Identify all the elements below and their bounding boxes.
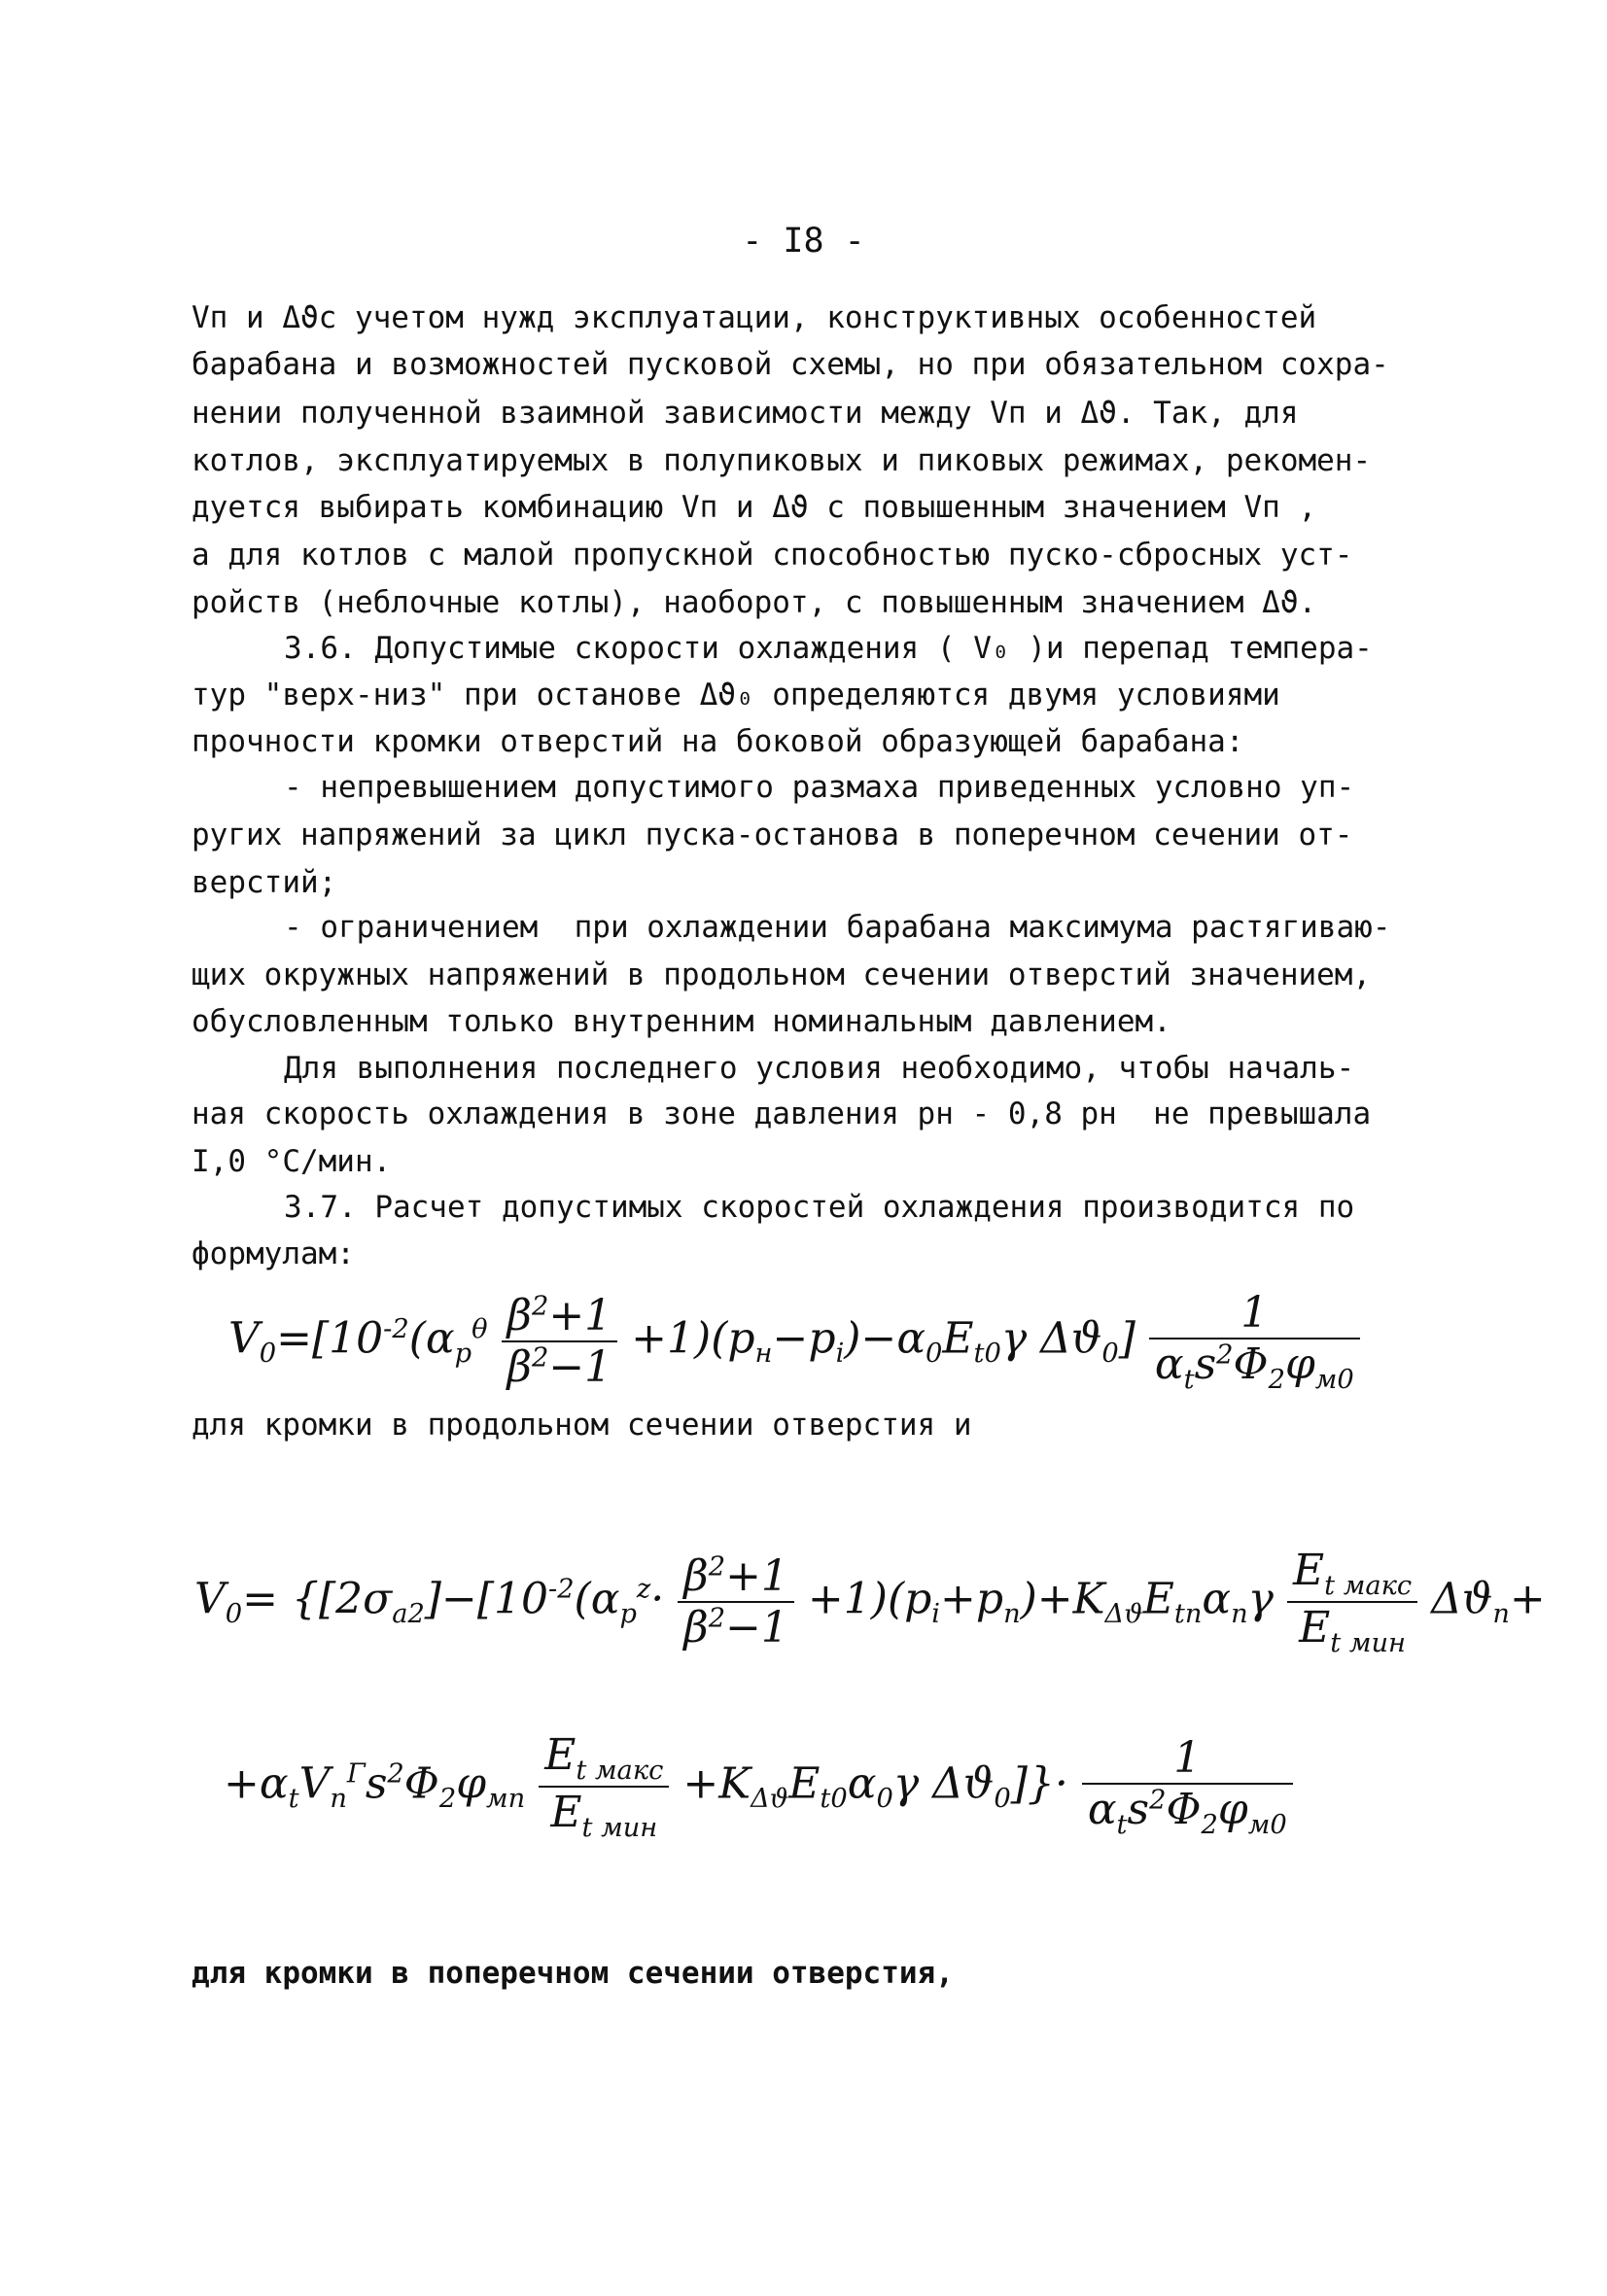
formula-v0-transverse-part1: $V_0= \{[2\sigma_{a2}]-[10^{-2}(\alpha_p^z\cdot$ $\frac{\beta^2+1}{\beta^2-1}$ $+1)(p_i+p_n)+K_{\Delta ϑ}E_{tn}\alpha_n\gamma$ $\frac{E_{t макс}}{E_{t мин}}$ $\Delta ϑ_n+$ [194, 1546, 1546, 1658]
text-line: барабана и возможностей пусковой схемы, но при обязательном сохра- [192, 347, 1389, 382]
formula-caption: для кромки в поперечном сечении отверстия, [192, 1956, 954, 1991]
text-line: ругих напряжений за цикл пуска-останова в поперечном сечении от- [192, 818, 1353, 852]
text-line: обусловленным только внутренним номинальным давлением. [192, 1004, 1171, 1039]
text-line: Для выполнения последнего условия необходимо, чтобы началь- [284, 1051, 1355, 1086]
text-line: ройств (неблочные котлы), наоборот, с повышенным значением Δϑ. [192, 585, 1317, 620]
formula-v0-longitudinal: $V_0=[10^{-2}(\alpha_p^\theta$ $\frac{\beta^2+1}{\beta^2-1}$ $+1)(p_н-p_i)-\alpha_0E_{t0}\gamma$ $\Delta ϑ_0$] $\frac{1}{\alpha_ts^2\Phi_2\varphi_{м0}}$ [228, 1288, 1360, 1395]
text-line: 3.6. Допустимые скорости охлаждения ( V₀ )и перепад темпера- [284, 631, 1373, 666]
text-line: I,0 °С/мин. [192, 1144, 392, 1179]
text-line: дуется выбирать комбинацию Vп и Δϑ с повышенным значением Vп , [192, 490, 1317, 525]
formula-caption: для кромки в продольном сечении отверстия и [192, 1408, 972, 1443]
page-number: - I8 - [742, 222, 865, 261]
text-line: а для котлов с малой пропускной способностью пуско-сбросных уст- [192, 538, 1353, 573]
formula-v0-transverse-part2: $+\alpha_tV_n^\Gamma s^2\Phi_2\varphi_{мп}$ $\frac{E_{t макс}}{E_{t мин}}$ $+K_{\Delta ϑ}E_{t0}\alpha_0\gamma$ $\Delta ϑ_0]\}\cdot$ $\frac{1}{\alpha_ts^2\Phi_2\varphi_{м0}}$ [224, 1730, 1293, 1843]
text-line: ная скорость охлаждения в зоне давления pн - 0,8 pн не превышала [192, 1096, 1372, 1131]
text-line: - ограничением при охлаждении барабана максимума растягиваю- [284, 910, 1391, 945]
text-line: прочности кромки отверстий на боковой образующей барабана: [192, 724, 1244, 759]
text-line: котлов, эксплуатируемых в полупиковых и пиковых режимах, рекомен- [192, 443, 1372, 478]
text-line: Vп и Δϑс учетом нужд эксплуатации, конструктивных особенностей [192, 300, 1317, 335]
text-line: 3.7. Расчет допустимых скоростей охлаждения производится по [284, 1190, 1355, 1225]
text-line: тур "верх-низ" при останове Δϑ₀ определяются двумя условиями [192, 678, 1280, 713]
text-line: - непревышением допустимого размаха приведенных условно уп- [284, 770, 1355, 805]
text-line: верстий; [192, 865, 337, 900]
text-line: нении полученной взаимной зависимости между Vп и Δϑ. Так, для [192, 396, 1299, 431]
text-line: щих окружных напряжений в продольном сечении отверстий значением, [192, 957, 1372, 992]
text-line: формулам: [192, 1236, 355, 1271]
